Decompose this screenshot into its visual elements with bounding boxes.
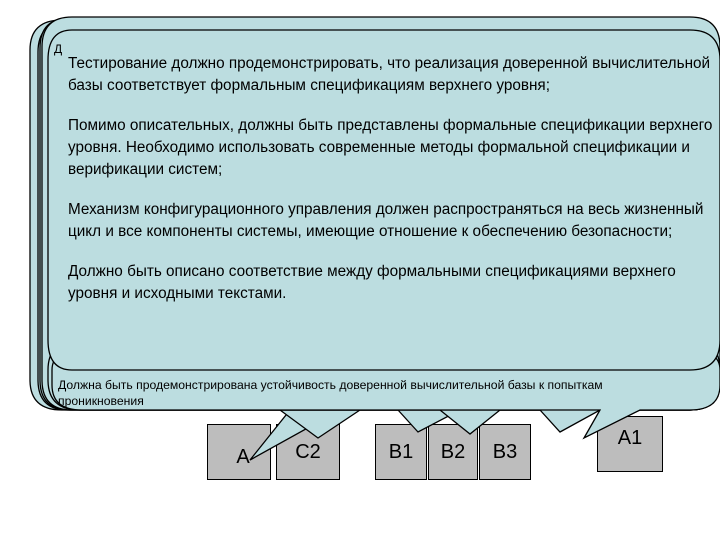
level-box-b2-label: B2 xyxy=(440,440,466,463)
level-box-c2-label: C2 xyxy=(295,440,321,463)
level-box-b1-label: B1 xyxy=(388,440,414,463)
level-box-b3-label: B3 xyxy=(492,440,518,463)
level-box-c1-label: А xyxy=(236,445,250,468)
paragraph-3: Механизм конфигурационного управления должен распространяться на весь жизненный цикл и все компоненты системы, имеющие отношение к обеспечению безопасности; xyxy=(68,201,704,240)
level-box-a1-label: A1 xyxy=(617,426,643,449)
paragraph-1: Тестирование должно продемонстрировать, что реализация доверенной вычислительной базы соответствует формальным спецификациям верхнего уровня; xyxy=(68,55,711,94)
paragraph-2: Помимо описательных, должны быть представлены формальные спецификации верхнего уровня. Необходимо использовать современные методы формальной спецификации и верификации систем; xyxy=(68,117,713,178)
paragraph-4: Должно быть описано соответствие между формальными спецификациями верхнего уровня и исходными текстами. xyxy=(68,263,676,302)
bottom-callout-text xyxy=(58,377,718,409)
bottom-line-1: Должна быть продемонстрирована устойчивость доверенной вычислительной базы к попыткам xyxy=(58,378,603,392)
main-callout-text xyxy=(68,53,713,323)
bottom-line-2: проникновения xyxy=(58,394,144,408)
top-left-fragment: Д xyxy=(54,42,63,56)
